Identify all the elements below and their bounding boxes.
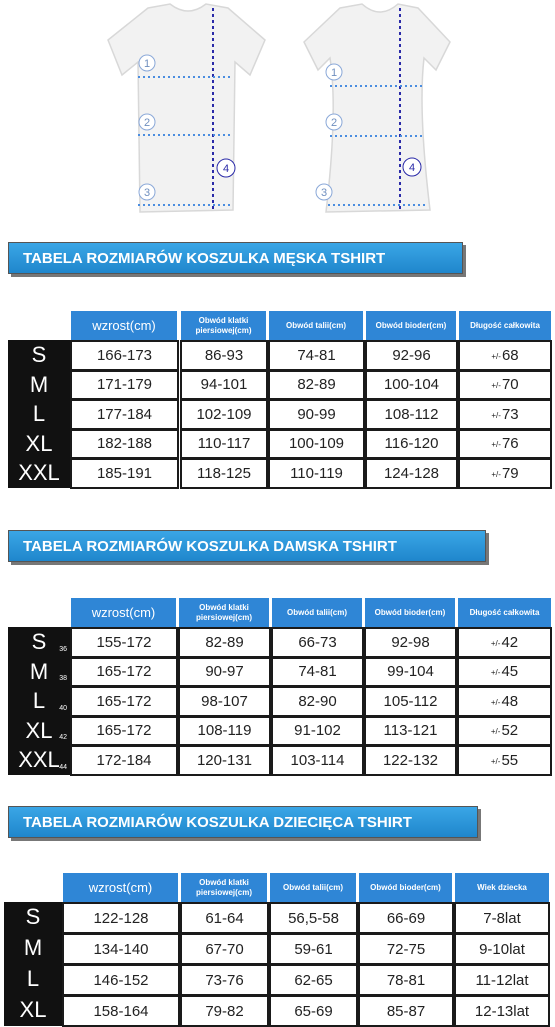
last-value: 42 (501, 633, 519, 651)
plus-minus-prefix: +/- (491, 440, 501, 449)
size-label (8, 745, 70, 775)
plus-minus-prefix: +/- (491, 410, 501, 420)
last-value: 45 (501, 663, 519, 681)
table-cell: 86-93 (180, 340, 268, 371)
table-cell: 158-164 (62, 995, 180, 1027)
column-header: Obwód talii(cm) (269, 872, 357, 904)
table-cell-last (457, 686, 552, 717)
marker-2: 2 (330, 117, 338, 129)
table-cell: 122-132 (364, 745, 457, 776)
table-cell: 66-73 (271, 627, 364, 658)
size-code: XXL (18, 460, 60, 485)
mens-shirt-diagram (100, 0, 275, 220)
size-label (8, 399, 70, 429)
plus-minus-prefix: +/- (490, 727, 501, 736)
table-cell: 56,5-58 (269, 902, 358, 934)
table-cell: 82-90 (271, 686, 364, 717)
table-cell: 110-119 (268, 458, 365, 489)
table-cell: 122-128 (62, 902, 180, 934)
eu-size-number: 44 (59, 763, 67, 771)
plus-minus-prefix: +/- (490, 756, 501, 766)
womens-table-title: TABELA ROZMIARÓW KOSZULKA DAMSKA TSHIRT (8, 530, 486, 562)
table-cell: 90-97 (178, 657, 271, 688)
column-header: wzrost(cm) (70, 597, 177, 628)
table-cell-last (458, 340, 552, 371)
marker-3: 3 (143, 187, 151, 199)
marker-4: 4 (222, 163, 230, 175)
table-cell: 102-109 (180, 399, 268, 430)
table-cell: 182-188 (70, 429, 179, 460)
size-code: XL (19, 997, 47, 1022)
column-header: wzrost(cm) (62, 872, 179, 904)
eu-size-number: 36 (59, 645, 67, 653)
table-cell: 98-107 (178, 686, 271, 717)
last-value: 55 (501, 751, 519, 769)
table-cell: 116-120 (365, 429, 458, 460)
table-cell: 100-104 (365, 370, 458, 401)
column-header: Wiek dziecka (454, 872, 550, 904)
table-cell: 172-184 (70, 745, 178, 776)
table-cell: 61-64 (180, 902, 269, 934)
size-label (4, 933, 62, 964)
size-code: XL (25, 717, 53, 743)
plus-minus-prefix: +/- (490, 638, 501, 648)
table-cell: 91-102 (271, 716, 364, 747)
table-cell: 92-96 (365, 340, 458, 371)
table-cell-last (457, 627, 552, 658)
table-cell: 78-81 (358, 964, 454, 996)
column-header: Obwód talii(cm) (271, 597, 363, 628)
table-cell: 103-114 (271, 745, 364, 776)
table-cell: 82-89 (178, 627, 271, 658)
table-cell-last (458, 429, 552, 460)
table-cell: 124-128 (365, 458, 458, 489)
size-code: S (31, 342, 47, 367)
size-label (8, 429, 70, 459)
table-cell: 82-89 (268, 370, 365, 401)
table-cell: 171-179 (70, 370, 179, 401)
table-cell: 108-119 (178, 716, 271, 747)
table-cell: 79-82 (180, 995, 269, 1027)
size-label (4, 995, 62, 1026)
table-cell: 165-172 (70, 686, 178, 717)
table-cell: 185-191 (70, 458, 179, 489)
table-cell: 66-69 (358, 902, 454, 934)
size-label (8, 686, 70, 716)
marker-1: 1 (330, 67, 338, 79)
size-label (8, 458, 70, 488)
table-cell-last (454, 995, 550, 1027)
size-code: S (25, 904, 41, 929)
table-cell: 155-172 (70, 627, 178, 658)
last-value: 73 (501, 405, 519, 423)
size-code: XXL (18, 747, 60, 772)
table-cell-last (457, 745, 552, 776)
table-cell-last (454, 902, 550, 934)
plus-minus-prefix: +/- (490, 697, 501, 707)
size-code: M (29, 371, 49, 397)
kids-table-title: TABELA ROZMIARÓW KOSZULKA DZIECIĘCA TSHIRT (8, 806, 478, 838)
column-header: Obwód klatki piersiowej(cm) (180, 310, 267, 342)
table-cell: 94-101 (180, 370, 268, 401)
marker-1: 1 (143, 58, 151, 70)
size-label (8, 657, 70, 687)
size-code: M (23, 935, 43, 960)
table-cell: 92-98 (364, 627, 457, 658)
size-code: XL (25, 430, 53, 456)
last-value: 7-8lat (483, 909, 521, 927)
column-header: Obwód talii(cm) (268, 310, 364, 342)
table-cell: 65-69 (269, 995, 358, 1027)
last-value: 11-12lat (475, 971, 529, 989)
size-code: L (32, 688, 46, 713)
table-cell: 90-99 (268, 399, 365, 430)
table-cell-last (458, 399, 552, 430)
womens-shirt-diagram (290, 0, 465, 220)
column-header: Obwód bioder(cm) (365, 310, 457, 342)
eu-size-number: 42 (59, 734, 67, 741)
column-header: wzrost(cm) (70, 310, 178, 342)
table-cell: 99-104 (364, 657, 457, 688)
table-cell: 105-112 (364, 686, 457, 717)
table-cell-last (458, 370, 552, 401)
plus-minus-prefix: +/- (491, 469, 501, 479)
plus-minus-prefix: +/- (490, 668, 501, 677)
last-value: 79 (501, 464, 519, 482)
size-label (8, 627, 70, 657)
table-cell: 74-81 (268, 340, 365, 371)
table-cell: 146-152 (62, 964, 180, 996)
table-cell: 120-131 (178, 745, 271, 776)
eu-size-number: 38 (59, 675, 67, 682)
table-cell: 118-125 (180, 458, 268, 489)
column-header: Obwód klatki piersiowej(cm) (180, 872, 268, 904)
table-cell: 108-112 (365, 399, 458, 430)
size-code: L (32, 401, 46, 426)
table-cell: 177-184 (70, 399, 179, 430)
table-cell: 67-70 (180, 933, 269, 965)
size-code: S (31, 629, 47, 654)
last-value: 76 (501, 435, 519, 453)
table-cell: 110-117 (180, 429, 268, 460)
table-cell: 72-75 (358, 933, 454, 965)
table-cell-last (454, 964, 550, 996)
marker-3: 3 (320, 187, 328, 199)
size-label (8, 370, 70, 400)
last-value: 9-10lat (479, 940, 525, 958)
last-value: 48 (501, 692, 519, 710)
table-cell: 100-109 (268, 429, 365, 460)
column-header: Długość całkowita (457, 597, 552, 628)
last-value: 68 (501, 346, 519, 364)
size-code: L (26, 966, 40, 991)
table-cell: 85-87 (358, 995, 454, 1027)
table-cell: 74-81 (271, 657, 364, 688)
last-value: 12-13lat (474, 1002, 530, 1020)
table-cell: 113-121 (364, 716, 457, 747)
plus-minus-prefix: +/- (491, 381, 501, 390)
column-header: Obwód bioder(cm) (364, 597, 456, 628)
size-label (8, 340, 70, 370)
plus-minus-prefix: +/- (491, 351, 501, 361)
column-header: Obwód bioder(cm) (358, 872, 453, 904)
last-value: 52 (501, 722, 519, 740)
mens-table-title: TABELA ROZMIARÓW KOSZULKA MĘSKA TSHIRT (8, 242, 463, 274)
table-cell-last (457, 716, 552, 747)
table-cell-last (454, 933, 550, 965)
table-cell: 73-76 (180, 964, 269, 996)
marker-4: 4 (408, 162, 416, 174)
size-label (4, 902, 62, 933)
eu-size-number: 40 (59, 704, 67, 712)
column-header: Długość całkowita (458, 310, 552, 342)
table-cell: 166-173 (70, 340, 179, 371)
marker-2: 2 (143, 117, 151, 129)
table-cell: 165-172 (70, 657, 178, 688)
table-cell: 134-140 (62, 933, 180, 965)
table-cell: 165-172 (70, 716, 178, 747)
size-label (8, 716, 70, 746)
column-header: Obwód klatki piersiowej(cm) (178, 597, 270, 628)
last-value: 70 (501, 376, 519, 394)
table-cell-last (458, 458, 552, 489)
table-cell: 59-61 (269, 933, 358, 965)
size-code: M (29, 658, 49, 684)
table-cell-last (457, 657, 552, 688)
size-label (4, 964, 62, 995)
table-cell: 62-65 (269, 964, 358, 996)
